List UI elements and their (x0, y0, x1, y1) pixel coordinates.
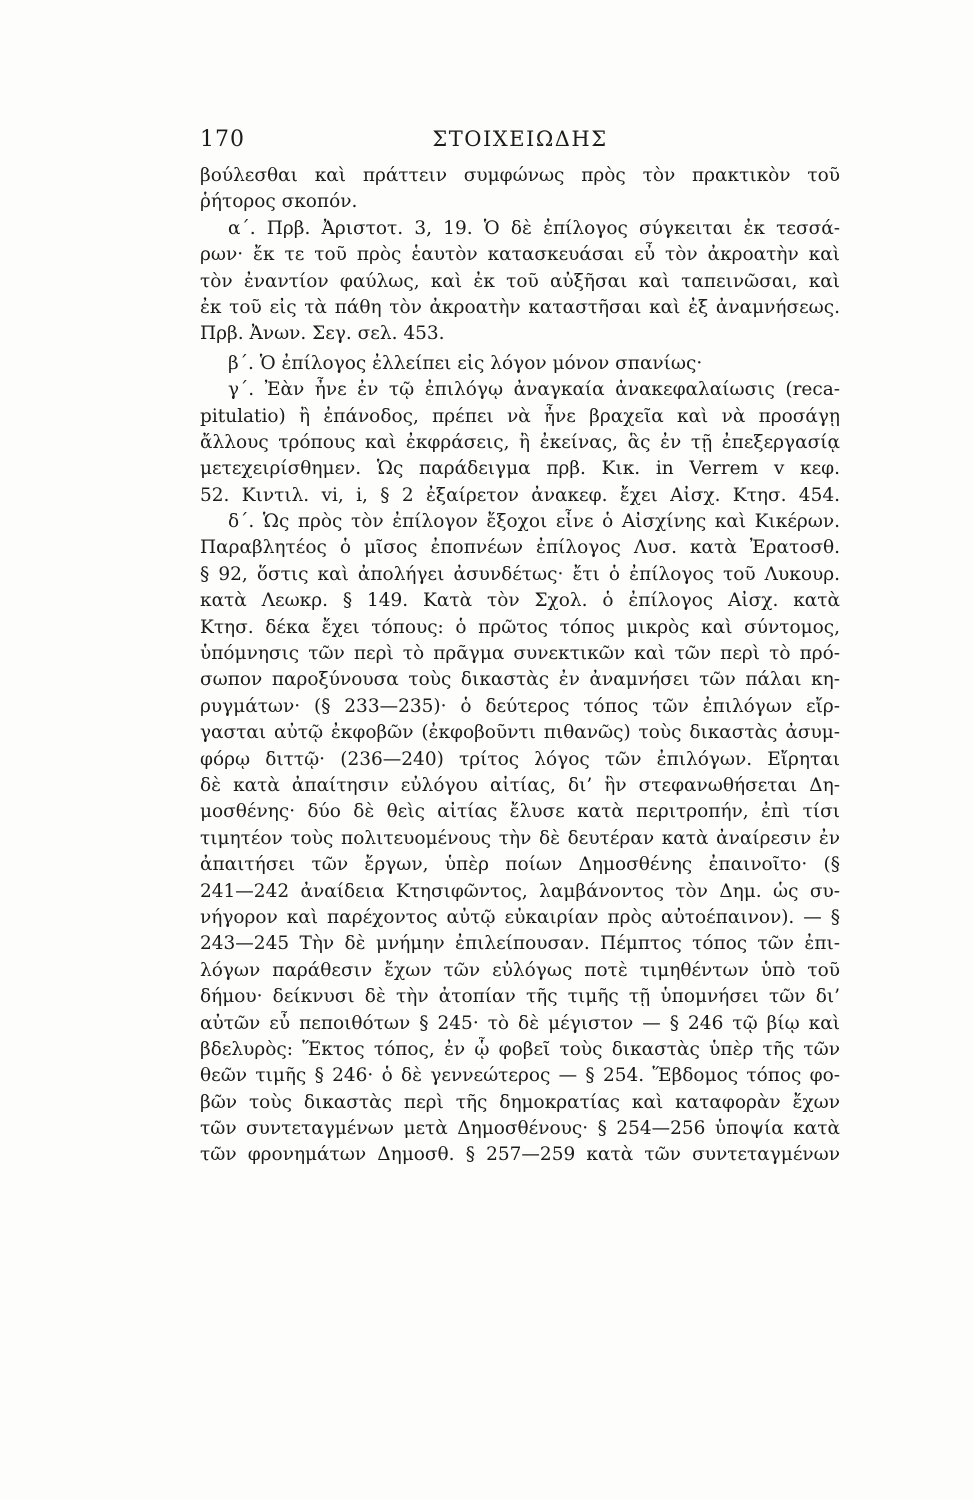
page-number: 170 (200, 127, 245, 152)
text-line: θεῶν τιμῆς § 246· ὁ δὲ γεννεώτερος — § 254. Ἕβδομος τόπος φο- (200, 1065, 840, 1087)
text-line: ῥήτορος σκοπόν. (200, 191, 358, 213)
text-line: βούλεσθαι καὶ πράττειν συμφώνως πρὸς τὸν πρακτικὸν τοῦ (200, 165, 840, 186)
text-line: τιμητέον τοὺς πολιτευομένους τὴν δὲ δευτέραν κατὰ ἀναίρεσιν ἐν (200, 827, 840, 849)
text-line: ρυγμάτων· (§ 233—235)· ὁ δεύτερος τόπος τῶν ἐπιλόγων εἴρ- (200, 695, 840, 717)
text-line: γασται αὐτῷ ἐκφοβῶν (ἐκφοβοῦντι πιθανῶς) τοὺς δικαστὰς ἀσυμ- (200, 722, 840, 744)
text-line: δήμου· δείκνυσι δὲ τὴν ἀτοπίαν τῆς τιμῆς τῇ ὑπομνήσει τῶν δι’ (200, 986, 840, 1008)
text-line: pitulatio) ἢ ἐπάνοδος, πρέπει νὰ ἦνε βραχεῖα καὶ νὰ προσάγῃ (200, 405, 840, 427)
text-line: ἐκ τοῦ εἰς τὰ πάθη τὸν ἀκροατὴν καταστῆσαι καὶ ἐξ ἀναμνήσεως. (200, 296, 840, 318)
text-line: βδελυρὸς: Ἕκτος τόπος, ἐν ᾧ φοβεῖ τοὺς δικαστὰς ὑπὲρ τῆς τῶν (200, 1038, 840, 1060)
text-line: § 92, ὅστις καὶ ἀπολήγει ἀσυνδέτως· ἔτι ὁ ἐπίλογος τοῦ Λυκουρ. (200, 563, 840, 585)
text-line: δὲ κατὰ ἀπαίτησιν εὐλόγου αἰτίας, δι’ ἣν στεφανωθήσεται Δη- (200, 774, 840, 796)
text-line: ὑπόμνησις τῶν περὶ τὸ πρᾶγμα συνεκτικῶν καὶ τῶν περὶ τὸ πρό- (200, 643, 840, 665)
text-line: μετεχειρίσθημεν. Ὡς παράδειγμα πρβ. Κικ. in Verrem v κεφ. (200, 458, 840, 480)
text-line: 243—245 Τὴν δὲ μνήμην ἐπιλείπουσαν. Πέμπτος τόπος τῶν ἐπι- (200, 933, 840, 955)
text-line: βῶν τοὺς δικαστὰς περὶ τῆς δημοκρατίας καὶ καταφορὰν ἔχων (200, 1091, 840, 1113)
text-line: 52. Κιντιλ. vi, i, § 2 ἐξαίρετον ἀνακεφ. ἔχει Αἰσχ. Κτησ. 454. (200, 484, 840, 506)
text-line: λόγων παράθεσιν ἔχων τῶν εὐλόγως ποτὲ τιμηθέντων ὑπὸ τοῦ (200, 959, 840, 981)
text-line: μοσθένης· δύο δὲ θεὶς αἰτίας ἔλυσε κατὰ περιτροπήν, ἐπὶ τίσι (200, 801, 840, 823)
text-line: γ΄. Ἐὰν ἦνε ἐν τῷ ἐπιλόγῳ ἀναγκαία ἀνακεφαλαίωσις (reca- (228, 379, 840, 401)
text-line: β΄. Ὁ ἐπίλογος ἐλλείπει εἰς λόγον μόνον σπανίως· (228, 352, 703, 374)
text-line: σωπον παροξύνουσα τοὺς δικαστὰς ἐν ἀναμνήσει τῶν πάλαι κη- (200, 669, 840, 691)
text-line: τῶν συντεταγμένων μετὰ Δημοσθένους· § 254—256 ὑποψία κατὰ (200, 1118, 840, 1140)
text-line: δ΄. Ὡς πρὸς τὸν ἐπίλογον ἔξοχοι εἶνε ὁ Αἰσχίνης καὶ Κικέρων. (228, 511, 840, 533)
text-line: φόρῳ διττῷ· (236—240) τρίτος λόγος τῶν ἐπιλόγων. Εἴρηται (200, 748, 840, 770)
text-line: α΄. Πρβ. Ἀριστοτ. 3, 19. Ὁ δὲ ἐπίλογος σύγκειται ἐκ τεσσά- (228, 217, 840, 239)
text-line: Πρβ. Ἀνων. Σεγ. σελ. 453. (200, 323, 445, 345)
page-header (200, 127, 840, 161)
text-line: ρων· ἔκ τε τοῦ πρὸς ἑαυτὸν κατασκευάσαι εὖ τὸν ἀκροατὴν καὶ (200, 244, 840, 266)
text-line: νήγορον καὶ παρέχοντος αὐτῷ εὐκαιρίαν πρὸς αὐτοέπαινον). — § (200, 906, 840, 928)
text-line: 241—242 ἀναίδεια Κτησιφῶντος, λαμβάνοντος τὸν Δημ. ὡς συ- (200, 880, 840, 902)
body-text (200, 163, 840, 1169)
text-line: Παραβλητέος ὁ μῖσος ἐποπνέων ἐπίλογος Λυσ. κατὰ Ἐρατοσθ. (200, 537, 840, 559)
running-title: ΣΤΟΙΧΕΙΩΔΗΣ (432, 127, 608, 151)
text-line: ἄλλους τρόπους καὶ ἐκφράσεις, ἢ ἐκείνας, ἃς ἐν τῇ ἐπεξεργασίᾳ (200, 431, 840, 453)
text-line: τῶν φρονημάτων Δημοσθ. § 257—259 κατὰ τῶν συντεταγμένων (200, 1144, 840, 1166)
text-line: Κτησ. δέκα ἔχει τόπους: ὁ πρῶτος τόπος μικρὸς καὶ σύντομος, (200, 616, 840, 638)
text-line: τὸν ἐναντίον φαύλως, καὶ ἐκ τοῦ αὐξῆσαι καὶ ταπεινῶσαι, καὶ (200, 270, 840, 292)
text-line: κατὰ Λεωκρ. § 149. Κατὰ τὸν Σχολ. ὁ ἐπίλογος Αἰσχ. κατὰ (200, 590, 840, 612)
text-line: ἀπαιτήσει τῶν ἔργων, ὑπὲρ ποίων Δημοσθένης ἐπαινοῖτο· (§ (200, 854, 840, 876)
text-line: αὐτῶν εὖ πεποιθότων § 245· τὸ δὲ μέγιστον — § 246 τῷ βίῳ καὶ (200, 1012, 840, 1034)
